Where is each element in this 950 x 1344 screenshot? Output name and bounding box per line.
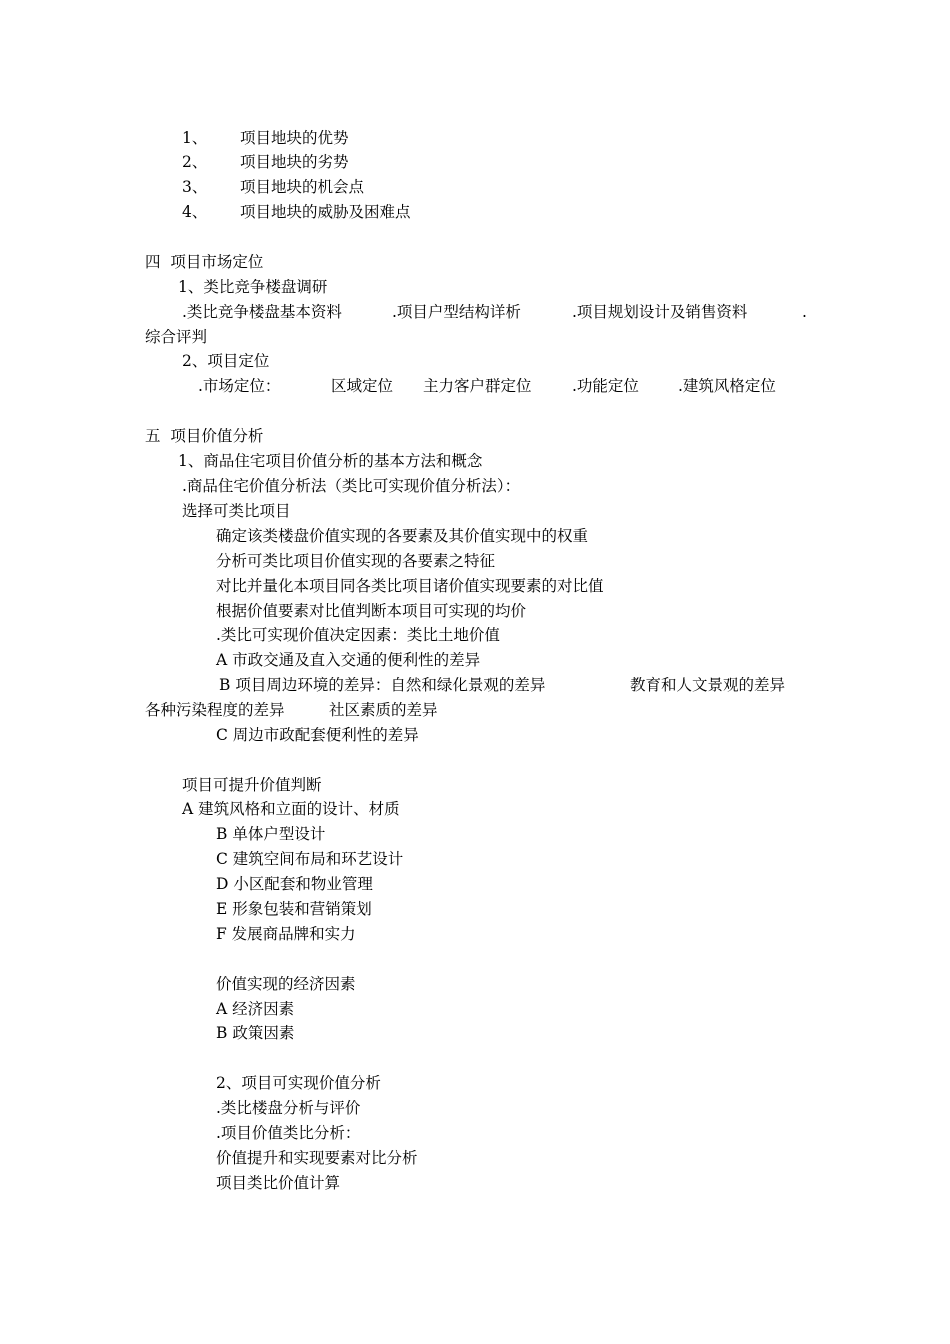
subsection-heading: 2、项目可实现价值分析 bbox=[216, 1074, 381, 1092]
item-text: 项目类比价值计算 bbox=[216, 1174, 341, 1192]
subsection-heading: 1、类比竞争楼盘调研 bbox=[178, 278, 328, 296]
item-text: .类比竞争楼盘基本资料 bbox=[182, 303, 342, 321]
item-text: .项目价值类比分析： bbox=[216, 1124, 361, 1142]
item-text: .类比可实现价值决定因素：类比土地价值 bbox=[216, 626, 500, 644]
item-text: A 建筑风格和立面的设计、材质 bbox=[182, 800, 400, 818]
item-text: .功能定位 bbox=[572, 377, 639, 395]
list-item bbox=[182, 152, 349, 172]
item-text: 综合评判 bbox=[145, 328, 208, 346]
item-text: 主力客户群定位 bbox=[423, 377, 532, 395]
item-text: B 单体户型设计 bbox=[216, 825, 326, 843]
item-text: .市场定位： bbox=[198, 377, 281, 395]
list-item bbox=[182, 128, 349, 148]
list-text: 项目地块的劣势 bbox=[240, 153, 349, 171]
item-text: 各种污染程度的差异 bbox=[145, 701, 285, 719]
item-text: E 形象包装和营销策划 bbox=[216, 900, 372, 918]
item-text: .类比楼盘分析与评价 bbox=[216, 1099, 361, 1117]
list-text: 项目地块的机会点 bbox=[240, 178, 365, 196]
item-text: 社区素质的差异 bbox=[329, 701, 438, 719]
item-text: .项目规划设计及销售资料 bbox=[572, 303, 748, 321]
item-text: B 项目周边环境的差异：自然和绿化景观的差异 bbox=[219, 676, 546, 694]
step-text: 确定该类楼盘价值实现的各要素及其价值实现中的权重 bbox=[216, 527, 589, 545]
item-text: 价值提升和实现要素对比分析 bbox=[216, 1149, 418, 1167]
step-text: 分析可类比项目价值实现的各要素之特征 bbox=[216, 552, 496, 570]
item-text: 教育和人文景观的差异 bbox=[630, 676, 786, 694]
item-text: . bbox=[802, 303, 807, 321]
item-text: D 小区配套和物业管理 bbox=[216, 875, 373, 893]
step-text: 对比并量化本项目同各类比项目诸价值实现要素的对比值 bbox=[216, 577, 604, 595]
item-text: C 建筑空间布局和环艺设计 bbox=[216, 850, 404, 868]
item-text: A 经济因素 bbox=[216, 1000, 295, 1018]
list-number: 4、 bbox=[182, 203, 208, 221]
list-number: 3、 bbox=[182, 178, 208, 196]
item-text: 区域定位 bbox=[331, 377, 394, 395]
subsection-heading: 2、项目定位 bbox=[182, 352, 270, 370]
item-text: .项目户型结构详析 bbox=[392, 303, 521, 321]
item-text: B 政策因素 bbox=[216, 1024, 295, 1042]
subsection-heading: 1、商品住宅项目价值分析的基本方法和概念 bbox=[178, 452, 483, 470]
item-text: C 周边市政配套便利性的差异 bbox=[216, 726, 419, 744]
item-text: .建筑风格定位 bbox=[678, 377, 776, 395]
list-text: 项目地块的威胁及困难点 bbox=[240, 203, 411, 221]
section-heading: 五 项目价值分析 bbox=[145, 427, 264, 445]
item-text: 选择可类比项目 bbox=[182, 502, 291, 520]
step-text: 根据价值要素对比值判断本项目可实现的均价 bbox=[216, 602, 527, 620]
item-text: 价值实现的经济因素 bbox=[216, 975, 356, 993]
list-item bbox=[182, 177, 364, 197]
item-text: 项目可提升价值判断 bbox=[182, 776, 322, 794]
list-number: 2、 bbox=[182, 153, 208, 171]
list-text: 项目地块的优势 bbox=[240, 129, 349, 147]
item-text: F 发展商品牌和实力 bbox=[216, 925, 356, 943]
section-heading: 四 项目市场定位 bbox=[145, 253, 264, 271]
item-text: .商品住宅价值分析法（类比可实现价值分析法）： bbox=[182, 477, 521, 495]
list-item bbox=[182, 202, 411, 222]
list-number: 1、 bbox=[182, 129, 208, 147]
item-text: A 市政交通及直入交通的便利性的差异 bbox=[216, 651, 481, 669]
